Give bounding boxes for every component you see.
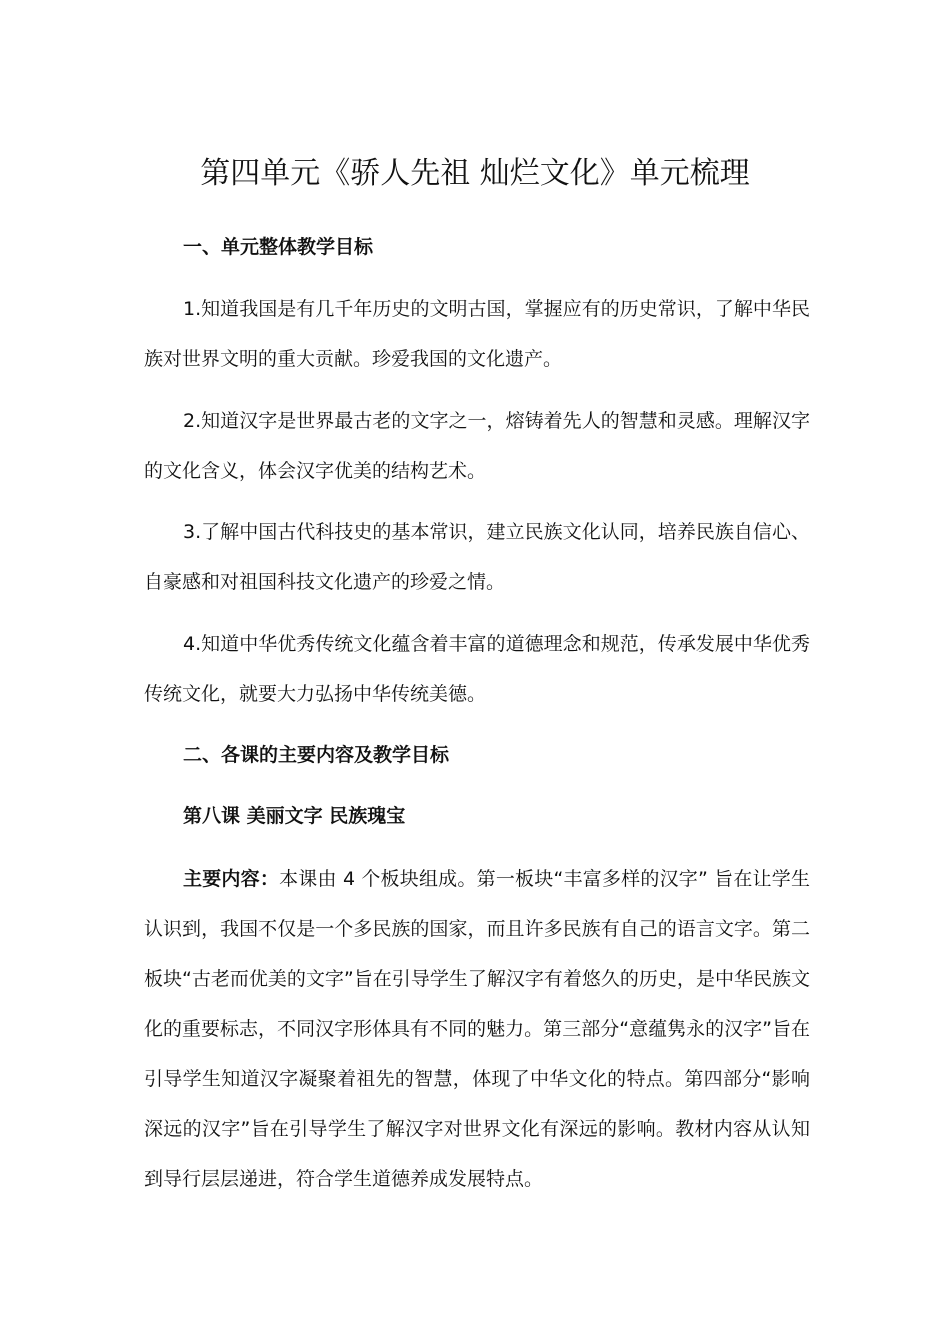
goal-paragraph-4: 4.知道中华优秀传统文化蕴含着丰富的道德理念和规范，传承发展中华优秀传统文化，就要大力弘扬中华传统美德。 bbox=[144, 633, 810, 705]
content-text: 本课由 4 个板块组成。第一板块“丰富多样的汉字” 旨在让学生认识到，我国不仅是一个多民族的国家，而且许多民族有自己的语言文字。第二板块“古老而优美的文字”旨在引导学生了解汉字有着悠久的历史，是中华民族文化的重要标志，不同汉字形体具有不同的魅力。第三部分“意蕴隽永的汉字”旨在引导学生知道汉字凝聚着祖先的智慧，体现了中华文化的特点。第四部分“影响深远的汉字”旨在引导学生了解汉字对世界文化有深远的影响。教材内容从认知到导行层层递进，符合学生道德养成发展特点。 bbox=[144, 868, 810, 1190]
section-heading-unit-goals: 一、单元整体教学目标 bbox=[183, 236, 374, 258]
lesson-content-paragraph bbox=[144, 854, 810, 1204]
lesson-title: 第八课 美丽文字 民族瑰宝 bbox=[183, 805, 406, 827]
content-label: 主要内容： bbox=[183, 868, 280, 890]
section-heading-lessons: 二、各课的主要内容及教学目标 bbox=[183, 744, 450, 766]
goal-paragraph-1: 1.知道我国是有几千年历史的文明古国，掌握应有的历史常识，了解中华民族对世界文明的重大贡献。珍爱我国的文化遗产。 bbox=[144, 298, 810, 370]
document-title: 第四单元《骄人先祖 灿烂文化》单元梳理 bbox=[200, 156, 750, 191]
goal-paragraph-2: 2.知道汉字是世界最古老的文字之一，熔铸着先人的智慧和灵感。理解汉字的文化含义，体会汉字优美的结构艺术。 bbox=[144, 410, 810, 482]
goal-paragraph-3: 3.了解中国古代科技史的基本常识，建立民族文化认同，培养民族自信心、自豪感和对祖国科技文化遗产的珍爱之情。 bbox=[144, 521, 810, 593]
